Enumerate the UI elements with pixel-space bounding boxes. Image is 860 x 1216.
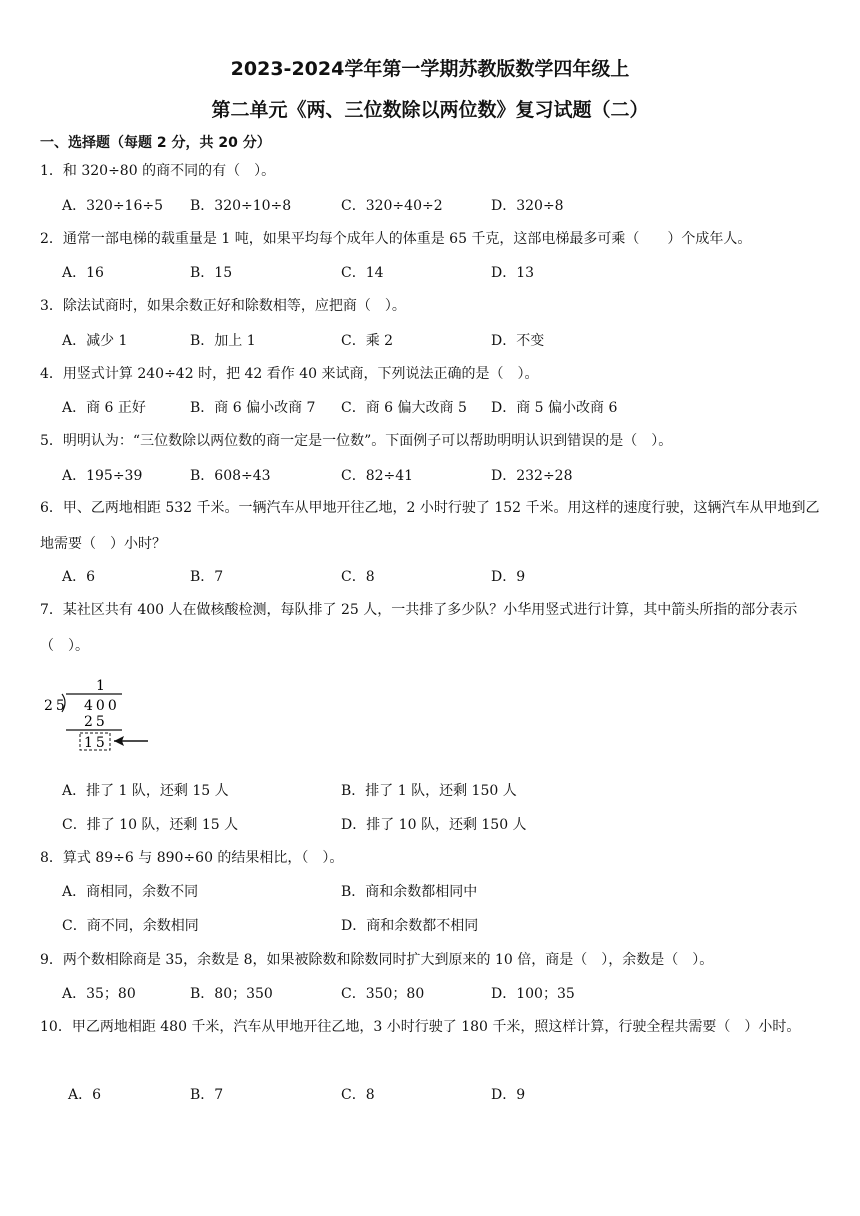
q2-option-c: C．14 (341, 265, 384, 281)
question-7-stem: 7．某社区共有 400 人在做核酸检测，每队排了 25 人，一共排了多少队？小华用竖式进行计算，其中箭头所指的部分表示（ ）。 (40, 602, 798, 654)
q10-option-d: D．9 (491, 1087, 526, 1103)
q10-option-b: B．7 (190, 1087, 224, 1103)
q5-option-c: C．82÷41 (341, 468, 414, 484)
question-3-stem: 3．除法试商时，如果余数正好和除数相等，应把商（ ）。 (40, 298, 406, 314)
question-5-stem: 5．明明认为：“三位数除以两位数的商一定是一位数”。下面例子可以帮助明明认识到错误的是（ ）。 (40, 433, 673, 449)
q9-option-c: C．350；80 (341, 986, 425, 1002)
q5-option-a: A．195÷39 (62, 468, 143, 484)
q1-option-b: B．320÷10÷8 (190, 198, 292, 214)
question-10-stem: 10．甲乙两地相距 480 千米，汽车从甲地开往乙地，3 小时行驶了 180 千米，照这样计算，行驶全程共需要（ ）小时。 (40, 1019, 801, 1035)
division-divisor: 25 (44, 698, 68, 714)
q8-option-c: C．商不同，余数相同 (62, 918, 199, 934)
q7-option-c: C．排了 10 队，还剩 15 人 (62, 817, 239, 833)
q1-option-c: C．320÷40÷2 (341, 198, 443, 214)
q3-option-c: C．乘 2 (341, 333, 394, 349)
q8-option-b: B．商和余数都相同中 (341, 884, 478, 900)
q3-option-d: D．不变 (491, 333, 545, 349)
q4-option-a: A．商 6 正好 (62, 400, 146, 416)
question-8-stem: 8．算式 89÷6 与 890÷60 的结果相比，（ ）。 (40, 850, 344, 866)
question-1-stem: 1．和 320÷80 的商不同的有（ ）。 (40, 163, 276, 179)
q8-option-a: A．商相同，余数不同 (62, 884, 199, 900)
q3-option-a: A．减少 1 (62, 333, 128, 349)
q9-option-b: B．80；350 (190, 986, 273, 1002)
q4-option-b: B．商 6 偏小改商 7 (190, 400, 316, 416)
division-remainder: 15 (84, 735, 108, 751)
q2-option-b: B．15 (190, 265, 233, 281)
question-6-stem: 6．甲、乙两地相距 532 千米。一辆汽车从甲地开往乙地，2 小时行驶了 152 千米。用这样的速度行驶，这辆汽车从甲地到乙地需要（ ）小时？ (40, 500, 820, 552)
q4-option-c: C．商 6 偏大改商 5 (341, 400, 467, 416)
q6-option-c: C．8 (341, 569, 375, 585)
q2-option-d: D．13 (491, 265, 535, 281)
question-4-stem: 4．用竖式计算 240÷42 时，把 42 看作 40 来试商，下列说法正确的是（ ）。 (40, 366, 539, 382)
q9-option-d: D．100；35 (491, 986, 575, 1002)
q4-option-d: D．商 5 偏小改商 6 (491, 400, 618, 416)
section-heading: 一、选择题（每题 2 分，共 20 分） (40, 135, 271, 151)
q5-option-d: D．232÷28 (491, 468, 573, 484)
question-2-stem: 2．通常一部电梯的载重量是 1 吨，如果平均每个成年人的体重是 65 千克，这部电梯最多可乘（ ）个成年人。 (40, 231, 752, 247)
q9-option-a: A．35；80 (62, 986, 136, 1002)
q6-option-a: A．6 (62, 569, 96, 585)
long-division-diagram (40, 672, 180, 762)
q3-option-b: B．加上 1 (190, 333, 256, 349)
q1-option-a: A．320÷16÷5 (62, 198, 164, 214)
q1-option-d: D．320÷8 (491, 198, 564, 214)
q7-option-b: B．排了 1 队，还剩 150 人 (341, 783, 517, 799)
q10-option-a: A．6 (68, 1087, 102, 1103)
q10-option-c: C．8 (341, 1087, 375, 1103)
q2-option-a: A．16 (62, 265, 104, 281)
q6-option-b: B．7 (190, 569, 224, 585)
q8-option-d: D．商和余数都不相同 (341, 918, 479, 934)
q6-option-d: D．9 (491, 569, 526, 585)
division-dividend: 400 (84, 698, 120, 714)
question-9-stem: 9．两个数相除商是 35，余数是 8，如果被除数和除数同时扩大到原来的 10 倍，商是（ ），余数是（ ）。 (40, 952, 714, 968)
title-line-2: 第二单元《两、三位数除以两位数》复习试题（二） (211, 99, 649, 121)
title-line-1: 2023-2024学年第一学期苏教版数学四年级上 (230, 58, 630, 80)
q5-option-b: B．608÷43 (190, 468, 271, 484)
q7-option-a: A．排了 1 队，还剩 15 人 (62, 783, 229, 799)
division-product: 25 (84, 714, 108, 730)
q7-option-d: D．排了 10 队，还剩 150 人 (341, 817, 527, 833)
division-quotient: 1 (96, 678, 105, 694)
